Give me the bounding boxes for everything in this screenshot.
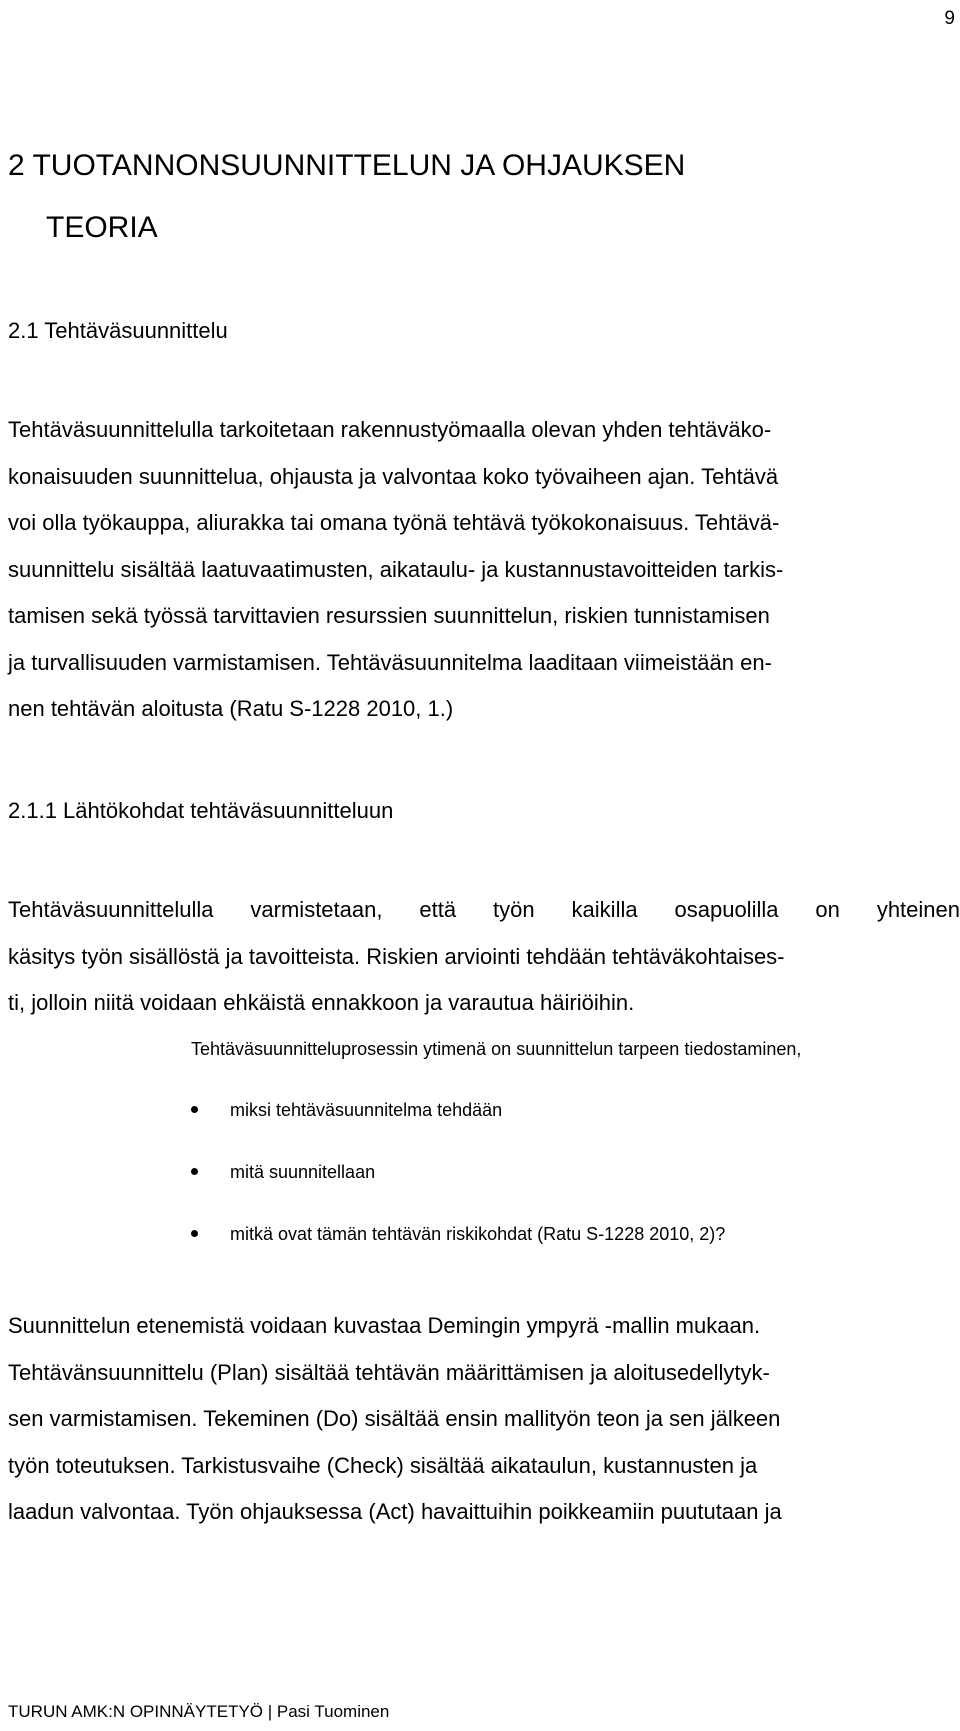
chapter-heading-line-2: TEORIA: [46, 211, 158, 244]
footer: TURUN AMK:N OPINNÄYTETYÖ | Pasi Tuominen: [8, 1702, 390, 1721]
paragraph-line: käsitys työn sisällöstä ja tavoitteista. Riskien arviointi tehdään tehtäväkohtaises-: [8, 943, 785, 969]
bullet-icon: [191, 1106, 198, 1113]
paragraph-1: [8, 407, 960, 733]
paragraph-line: konaisuuden suunnittelua, ohjausta ja valvontaa koko työvaiheen ajan. Tehtävä: [8, 463, 779, 489]
list-intro: Tehtäväsuunnitteluprosessin ytimenä on suunnittelun tarpeen tiedostaminen,: [191, 1039, 802, 1059]
paragraph-2: [8, 887, 960, 1027]
list-item: [190, 1162, 725, 1224]
subsection-heading: 2.1.1 Lähtökohdat tehtäväsuunnitteluun: [8, 798, 394, 823]
paragraph-line: työn toteutuksen. Tarkistusvaihe (Check) sisältää aikataulun, kustannusten ja: [8, 1452, 758, 1478]
list-item: [190, 1100, 725, 1162]
page-number: 9: [944, 8, 955, 29]
paragraph-line: ja turvallisuuden varmistamisen. Tehtäväsuunnitelma laaditaan viimeistään en-: [8, 649, 772, 675]
paragraph-line: Tehtävänsuunnittelu (Plan) sisältää tehtävän määrittämisen ja aloitusedellytyk-: [8, 1359, 770, 1385]
paragraph-line: Tehtäväsuunnittelulla tarkoitetaan rakennustyömaalla olevan yhden tehtäväko-: [8, 417, 772, 442]
list-item-text: mitä suunnitellaan: [230, 1162, 376, 1182]
bullet-icon: [191, 1230, 198, 1237]
chapter-heading: [8, 135, 938, 259]
paragraph-line: Tehtäväsuunnittelulla varmistetaan, että työn kaikilla osapuolilla on yhteinen: [8, 897, 960, 922]
paragraph-line: voi olla työkauppa, aliurakka tai omana työnä tehtävä työkokonaisuus. Tehtävä-: [8, 510, 780, 535]
paragraph-line: nen tehtävän aloitusta (Ratu S-1228 2010, 1.): [8, 696, 454, 721]
paragraph-line: ti, jolloin niitä voidaan ehkäistä ennakkoon ja varautua häiriöihin.: [8, 990, 635, 1015]
list-item: [190, 1224, 725, 1286]
list-item-text: mitkä ovat tämän tehtävän riskikohdat (Ratu S-1228 2010, 2)?: [230, 1224, 726, 1244]
bullet-list: [190, 1100, 725, 1286]
paragraph-3: [8, 1303, 960, 1536]
bullet-icon: [191, 1168, 198, 1175]
paragraph-line: sen varmistamisen. Tekeminen (Do) sisältää ensin mallityön teon ja sen jälkeen: [8, 1406, 781, 1431]
paragraph-line: laadun valvontaa. Työn ohjauksessa (Act) havaittuihin poikkeamiin puututaan ja: [8, 1499, 782, 1524]
paragraph-line: Suunnittelun etenemistä voidaan kuvastaa Demingin ympyrä -mallin mukaan.: [8, 1313, 761, 1338]
paragraph-line: tamisen sekä työssä tarvittavien resurssien suunnittelun, riskien tunnistamisen: [8, 603, 770, 628]
section-heading: 2.1 Tehtäväsuunnittelu: [8, 318, 228, 343]
list-item-text: miksi tehtäväsuunnitelma tehdään: [230, 1100, 503, 1120]
paragraph-line: suunnittelu sisältää laatuvaatimusten, aikataulu- ja kustannustavoitteiden tarkis-: [8, 556, 784, 582]
chapter-heading-line-1: 2 TUOTANNONSUUNNITTELUN JA OHJAUKSEN: [8, 149, 686, 182]
